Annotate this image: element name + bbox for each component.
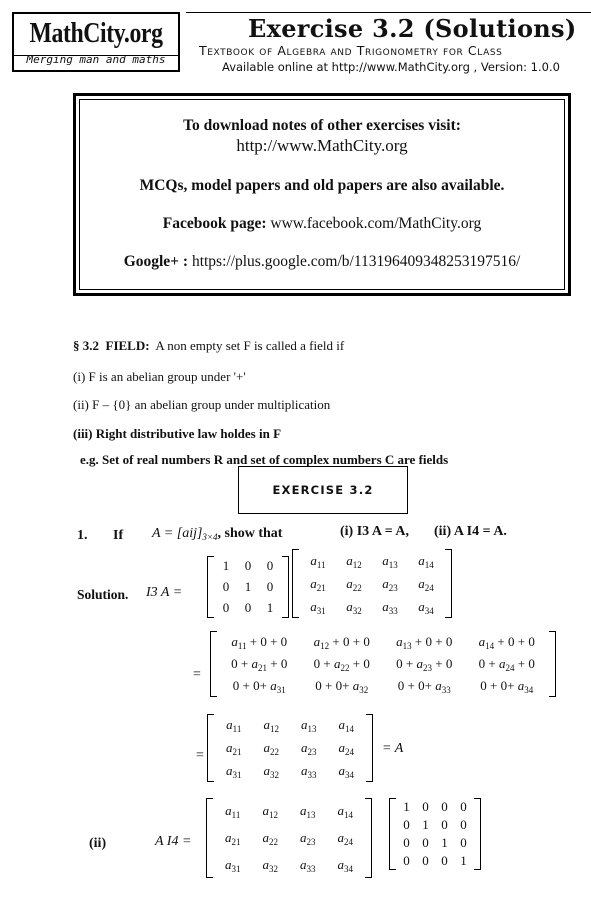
section-label: FIELD: [105,338,150,353]
sum-matrix-right-bracket [549,631,556,697]
download-label: To download notes of other exercises visit: [183,117,461,134]
identity3-matrix-entry: 0 [266,579,274,594]
identity3-matrix-left-bracket [207,556,214,618]
matrix-a-ii-entry: $a_{32}$ [262,856,278,874]
identity3-matrix-entry: 0 [222,599,230,615]
identity4-matrix-entry: 0 [460,799,467,814]
result-matrix-entry: $a_{14}$ [338,717,354,735]
identity4-matrix-entry: 0 [441,817,448,832]
field-condition-3: (iii) Right distributive law holdes in F [73,426,282,441]
sum-matrix-entry: $0 + 0+ a_{31}$ [232,678,286,695]
sum-matrix-entry: $0 + 0+ a_{33}$ [397,678,451,695]
facebook-label: Facebook page: [162,215,267,232]
matrix-a-left-bracket [292,549,299,618]
field-condition-1: (i) F is an abelian group under '+' [73,369,246,384]
part-ii-claim: (ii) A I4 = A. [434,524,507,539]
identity3-matrix-entry: 0 [244,599,252,615]
part-i-claim: (i) I3 A = A, [340,524,410,539]
sum-matrix-entry: $a_{12} + 0 + 0$ [313,634,370,651]
identity4-matrix-entry: 1 [441,835,448,850]
identity4-matrix-entry: 1 [403,799,410,814]
exercise-heading: EXERCISE 3.2 [238,466,408,514]
solution-label: Solution. [77,587,129,602]
mathcity-logo [12,12,180,72]
field-example: e.g. Set of real numbers R and set of complex numbers C are fields [80,452,449,467]
result-matrix-entry: $a_{24}$ [338,740,354,757]
identity4-matrix-entry: 1 [422,817,429,832]
matrix-a-right-bracket [445,549,452,618]
sum-matrix-entry: $a_{13} + 0 + 0$ [396,634,453,651]
matrix-a-ii-entry: $a_{31}$ [225,856,241,874]
availability-line: Available online at http://www.MathCity.org , Version: 1.0.0 [222,60,560,74]
equals-sign-3: = [196,748,204,763]
logo-tagline: Merging man and maths [26,53,166,66]
section-heading [73,338,344,353]
matrix-a-entry: $a_{21}$ [310,575,326,593]
sum-matrix-entry: $0 + a_{22} + 0$ [313,656,370,673]
matrix-a-entry: $a_{32}$ [346,598,362,616]
sum-matrix-left-bracket [210,631,217,697]
identity4-matrix-entry: 0 [403,817,410,832]
page-title: Exercise 3.2 (Solutions) [248,14,577,43]
identity4-matrix-entry: 0 [441,799,448,814]
result-matrix-entry: $a_{32}$ [263,762,279,780]
matrix-a-ii-entry: $a_{21}$ [225,830,241,847]
matrix-a-ii-right-bracket [365,798,372,878]
statement-order: 3×4 [202,532,218,542]
identity3-matrix-entry: 0 [222,579,230,594]
equals-sign-2: = [193,667,201,682]
sum-matrix-entry: $0 + a_{21} + 0$ [231,656,288,673]
matrix-a-ii-left-bracket [206,798,213,878]
matrix-a-entry: $a_{11}$ [310,552,326,570]
section-definition: A non empty set F is called a field if [155,338,345,353]
identity4-matrix-entry: 0 [422,853,429,868]
sum-matrix-entry: $a_{14} + 0 + 0$ [478,634,535,651]
google-label: Google+ : [123,253,189,270]
field-condition-2: (ii) F – {0} an abelian group under multiplication [73,397,331,412]
question-if: If [113,528,124,543]
sum-matrix-entry: $0 + a_{24} + 0$ [478,656,535,673]
download-link[interactable]: http://www.MathCity.org [236,136,408,155]
matrix-a-ii-entry: $a_{34}$ [337,856,353,874]
matrix-a-entry: $a_{22}$ [346,575,362,593]
matrix-a-ii-entry: $a_{23}$ [300,830,316,847]
question-number: 1. [77,528,88,543]
matrix-a-entry: $a_{33}$ [382,598,398,616]
sum-matrix-entry: $0 + a_{23} + 0$ [396,656,453,673]
matrix-a-entry: $a_{24}$ [418,575,434,593]
identity3-matrix-right-bracket [282,556,289,618]
identity3-matrix-entry: 1 [244,579,252,594]
section-number: § 3.2 [73,338,99,353]
matrix-a-entry: $a_{34}$ [418,598,434,616]
identity4-matrix-entry: 0 [460,817,467,832]
part-ii-lhs: A I4 = [155,834,192,849]
identity4-matrix-entry: 0 [460,835,467,850]
google-line [76,253,568,271]
identity4-matrix-left-bracket [389,798,396,870]
facebook-link[interactable]: www.facebook.com/MathCity.org [270,215,482,232]
identity4-matrix-entry: 0 [422,799,429,814]
result-matrix-entry: $a_{31}$ [226,762,242,780]
result-matrix-entry: $a_{22}$ [263,740,279,757]
matrix-a-ii-entry: $a_{33}$ [300,856,316,874]
matrix-a-ii-entry: $a_{22}$ [262,830,278,847]
mcqs-text: MCQs, model papers and old papers are also available. [139,177,505,194]
identity3-matrix-entry: 1 [266,599,274,615]
identity4-matrix-entry: 0 [403,853,410,868]
result-matrix-entry: $a_{33}$ [301,762,317,780]
page-subtitle: Textbook of Algebra and Trigonometry for Class [199,43,503,58]
identity3-matrix-entry: 0 [266,558,274,574]
result-matrix-entry: $a_{23}$ [301,740,317,757]
matrix-a-entry: $a_{23}$ [382,575,398,593]
statement-matrix: A = [aij] [152,526,203,541]
result-matrix-entry: $a_{11}$ [226,717,242,735]
identity4-matrix-entry: 1 [460,853,467,868]
result-matrix-right-bracket [366,714,373,782]
matrix-a-ii-entry: $a_{11}$ [225,803,241,821]
identity4-matrix-entry: 0 [403,835,410,850]
matrix-a-ii-entry: $a_{14}$ [337,803,353,821]
solution-lhs: I3 A = [146,585,183,600]
matrix-a-entry: $a_{14}$ [418,552,434,570]
identity4-matrix-entry: 0 [422,835,429,850]
result-equals-a: = A [382,741,404,756]
result-matrix-entry: $a_{21}$ [226,740,242,757]
sum-matrix-entry: $a_{11} + 0 + 0$ [231,634,288,651]
identity3-matrix-entry: 0 [244,558,252,574]
facebook-line [76,215,568,233]
matrix-a-entry: $a_{12}$ [346,552,362,570]
header-rule [186,12,591,13]
identity3-matrix-entry: 1 [222,558,230,574]
statement-show: , show that [217,526,283,541]
question-statement [152,526,282,542]
result-matrix-entry: $a_{13}$ [301,717,317,735]
logo-title: MathCity.org [29,17,163,49]
matrix-a-ii-entry: $a_{13}$ [300,803,316,821]
matrix-a-entry: $a_{13}$ [382,552,398,570]
result-matrix-entry: $a_{34}$ [338,762,354,780]
matrix-a-ii-entry: $a_{24}$ [337,830,353,847]
sum-matrix-entry: $0 + 0+ a_{34}$ [480,678,534,695]
matrix-a-ii-entry: $a_{12}$ [262,803,278,821]
identity4-matrix-entry: 0 [441,853,448,868]
matrix-a-entry: $a_{31}$ [310,598,326,616]
download-info-box [73,93,571,296]
part-ii-label: (ii) [89,836,107,851]
result-matrix-left-bracket [207,714,214,782]
identity4-matrix-right-bracket [474,798,481,870]
result-matrix-entry: $a_{12}$ [263,717,279,735]
sum-matrix-entry: $0 + 0+ a_{32}$ [315,678,369,695]
google-link[interactable]: https://plus.google.com/b/113196409348253197516/ [191,253,521,270]
